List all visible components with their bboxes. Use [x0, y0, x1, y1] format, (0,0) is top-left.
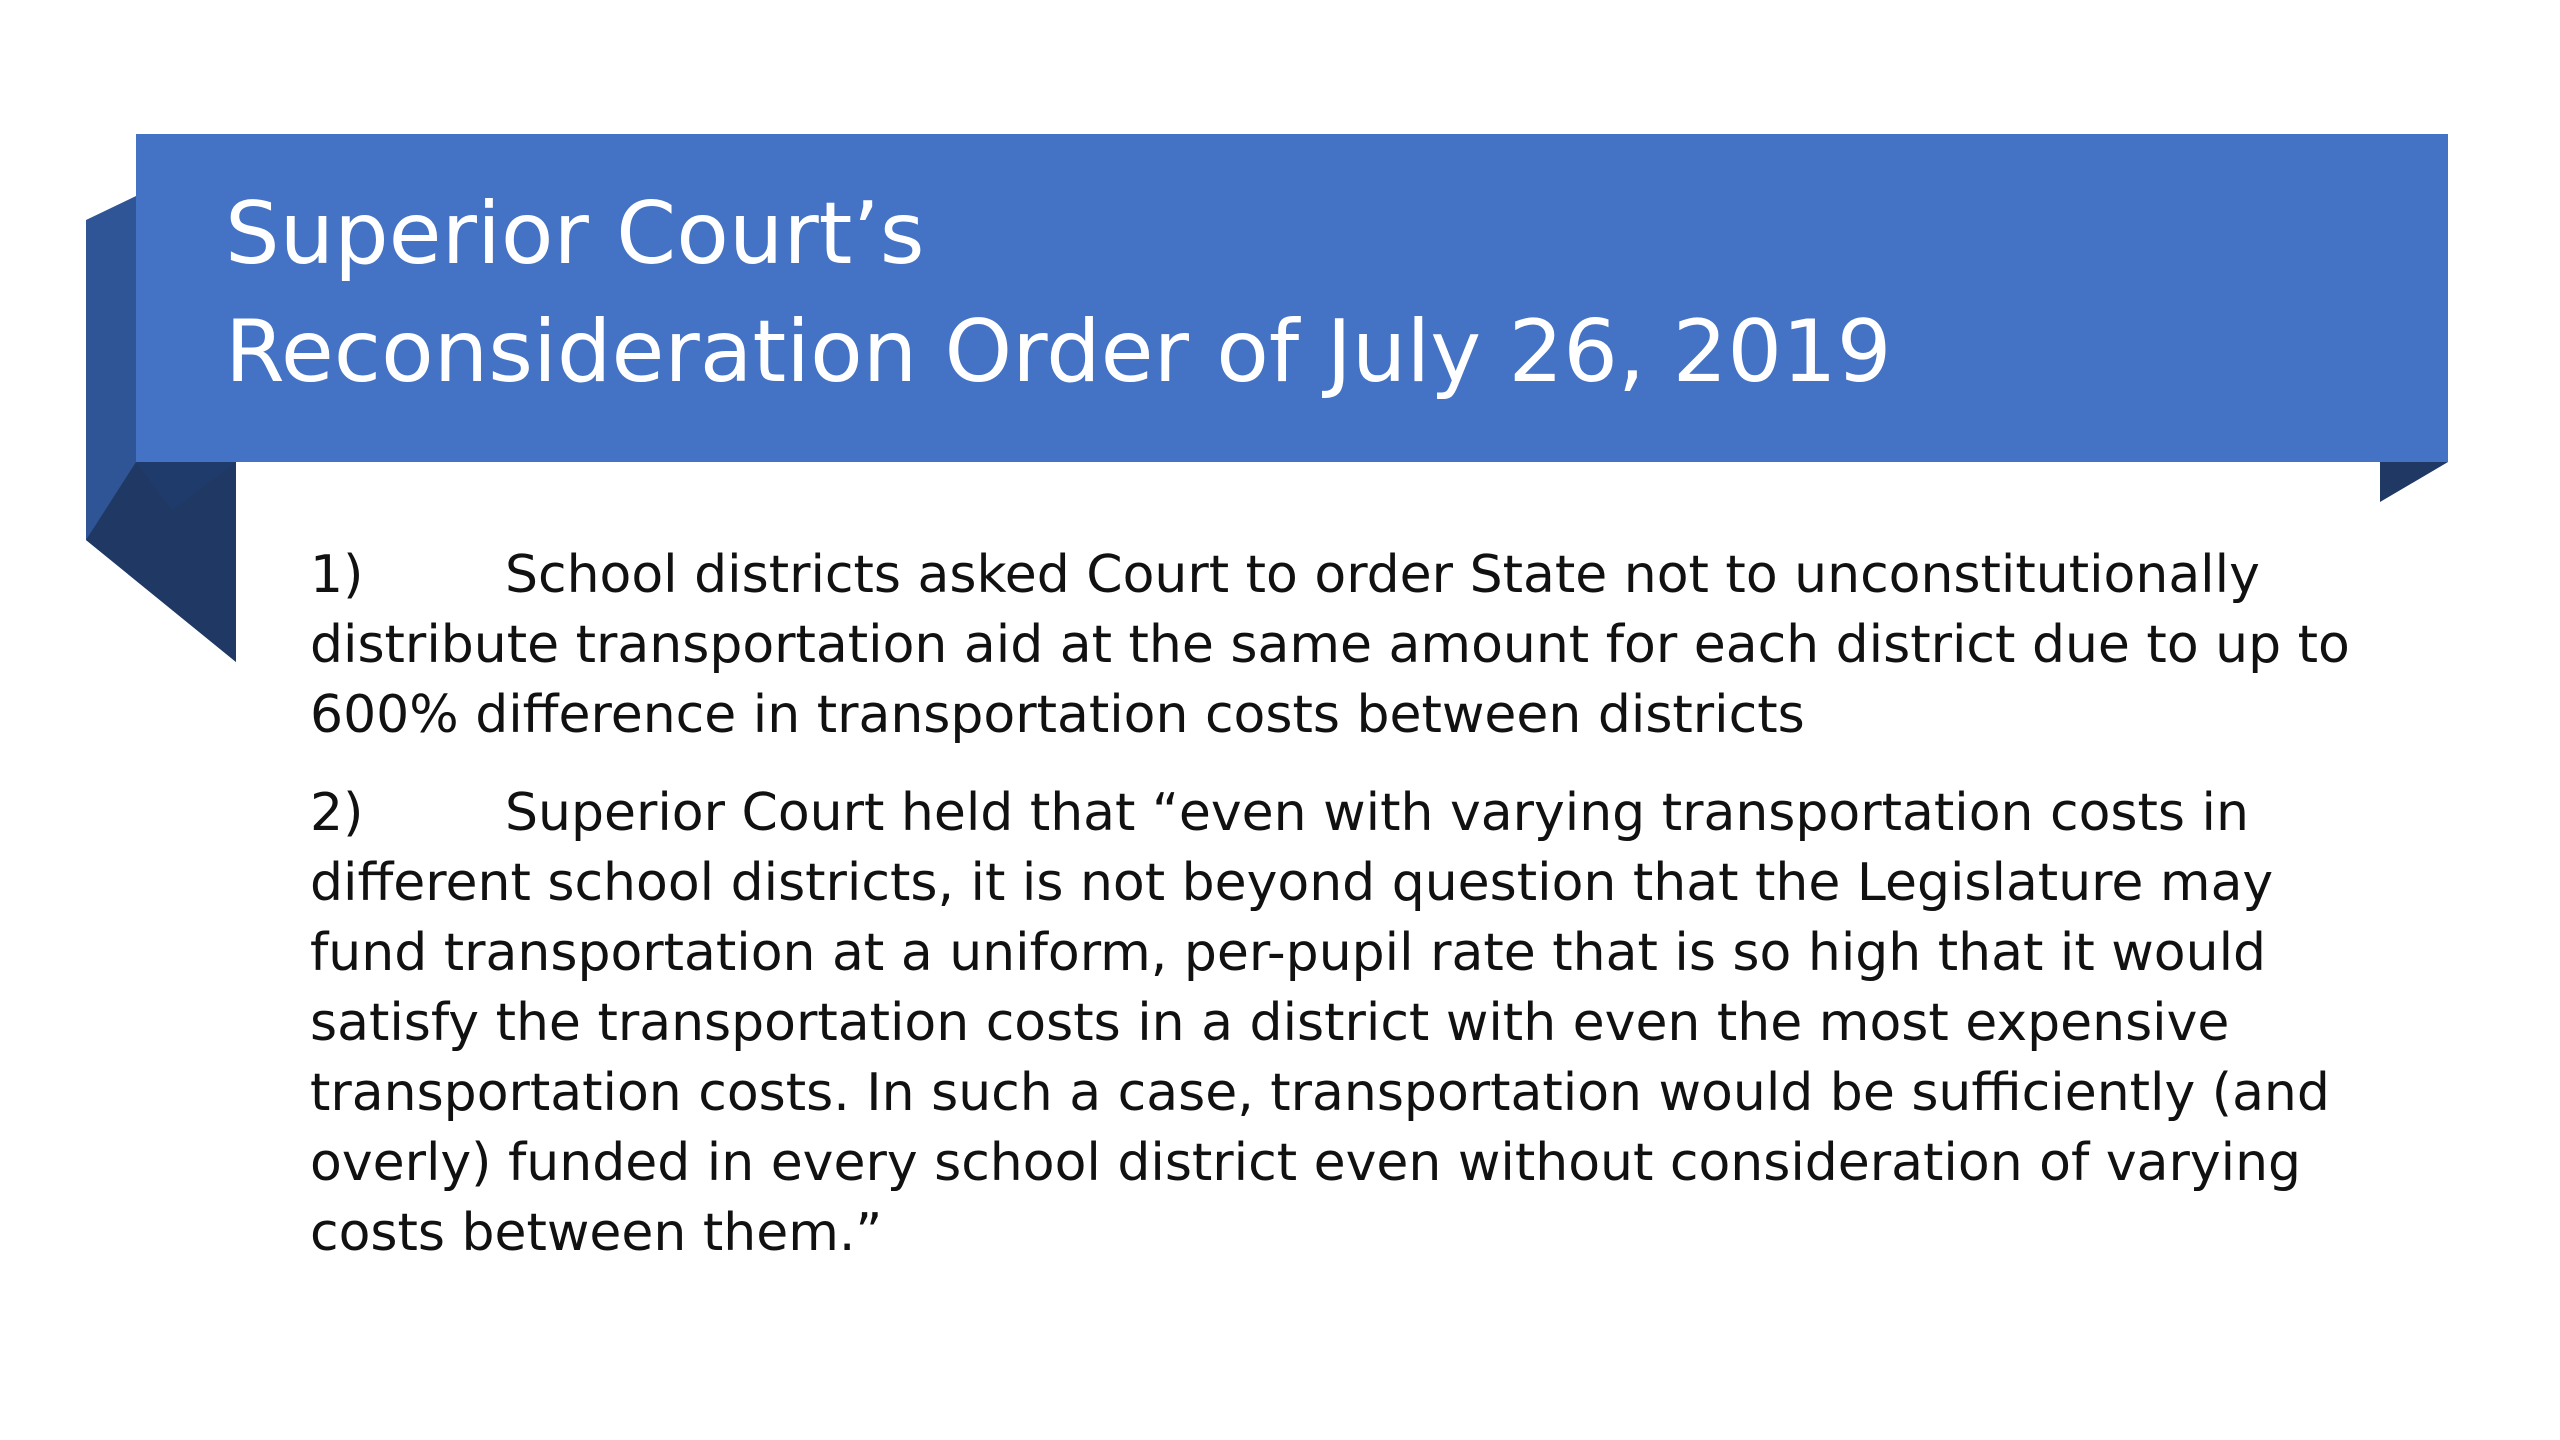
point-number: 1) — [310, 545, 364, 605]
point-text: Superior Court held that “even with varying transportation costs in different school districts, it is not beyond question that the Legislature may fund transportation at a uniform, per-pupil rate that is so high that it would satisfy the transportation costs in a district with even the most expensive transportation costs. In such a case, transportation would be sufficiently (and overly) funded in every school district even without consideration of varying costs between them.” — [310, 783, 2330, 1263]
slide-title — [225, 175, 2425, 411]
title-line-2: Reconsideration Order of July 26, 2019 — [225, 302, 1892, 402]
point-text: School districts asked Court to order State not to unconstitutionally distribute transportation aid at the same amount for each district due to up to 600% difference in transportation costs between districts — [310, 545, 2350, 745]
numbered-point-2 — [310, 778, 2390, 1268]
slide-body — [310, 540, 2390, 1296]
title-line-1: Superior Court’s — [225, 184, 925, 284]
point-number: 2) — [310, 783, 364, 843]
numbered-point-1 — [310, 540, 2390, 750]
ribbon-right-fold — [2380, 462, 2448, 502]
